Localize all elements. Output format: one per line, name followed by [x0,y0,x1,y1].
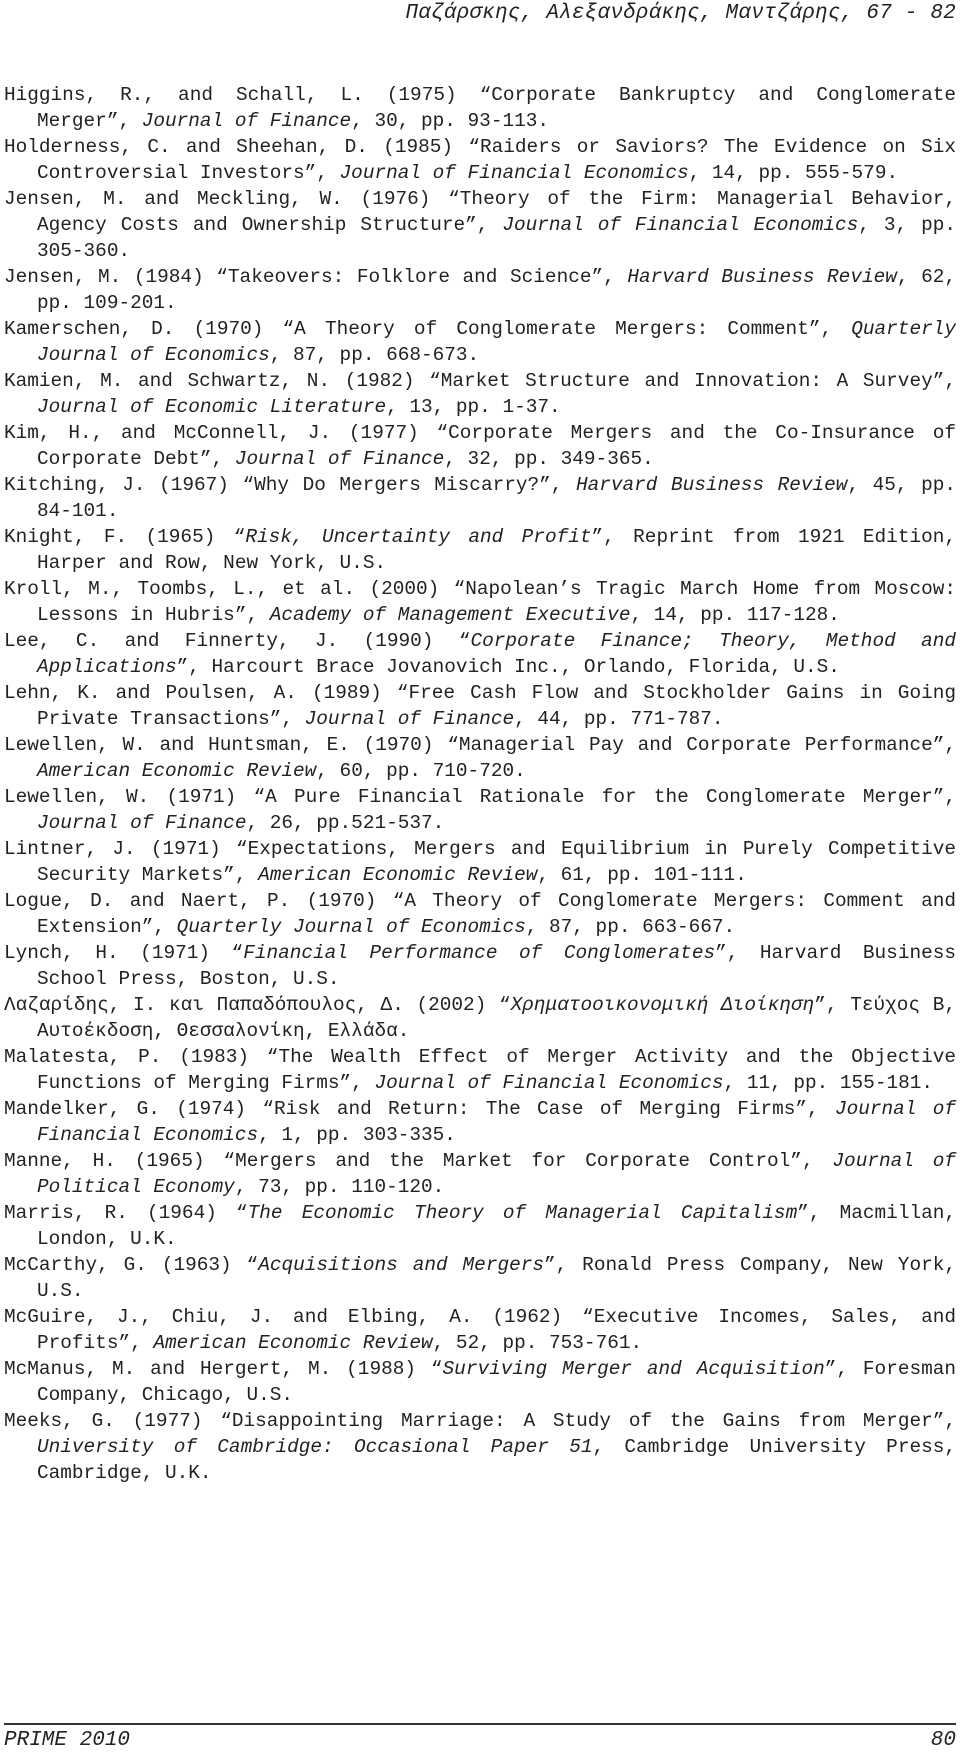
reference-entry [4,134,956,186]
reference-source: The Economic Theory of Managerial Capitalism [247,1202,798,1224]
reference-entry [4,1356,956,1408]
reference-source: Surviving Merger and Acquisition [442,1358,825,1380]
reference-entry [4,1408,956,1486]
reference-source: Academy of Management Executive [269,604,631,626]
reference-source: Harvard Business Review [627,266,897,288]
reference-entry [4,1096,956,1148]
reference-entry [4,1044,956,1096]
reference-source: Acquisitions and Mergers [258,1254,544,1276]
reference-text: Jensen, M. (1984) “Takeovers: Folklore and Science”, [4,266,628,288]
reference-text: Manne, H. (1965) “Mergers and the Market for Corporate Control”, [4,1150,833,1172]
reference-text: Mandelker, G. (1974) “Risk and Return: The Case of Merging Firms”, [4,1098,835,1120]
reference-details: ”, Foresman Company, Chicago, U.S. [37,1358,957,1406]
reference-entry [4,680,956,732]
reference-details: , 73, pp. 110-120. [234,1176,445,1198]
reference-details: ”, Macmillan, London, U.K. [37,1202,957,1250]
reference-entry [4,836,956,888]
reference-source: Journal of Financial Economics [37,1098,956,1146]
reference-details: ”, Reprint from 1921 Edition, Harper and Row, New York, U.S. [37,526,957,574]
reference-details: , 11, pp. 155-181. [723,1072,933,1094]
reference-source: Journal of Financial Economics [374,1072,724,1094]
reference-source: Quarterly Journal of Economics [37,318,956,366]
reference-text: Lee, C. and Finnerty, J. (1990) “ [4,630,471,652]
page-number: 80 [930,1729,956,1752]
reference-source: American Economic Review [153,1332,433,1354]
reference-source: Quarterly Journal of Economics [176,916,526,938]
reference-entry [4,472,956,524]
reference-text: Malatesta, P. (1983) “The Wealth Effect of Merger Activity and the Objective Functions of Merging Firms”, [4,1046,956,1094]
reference-entry [4,1304,956,1356]
reference-entry [4,1200,956,1252]
reference-source: Journal of Finance [37,812,247,834]
reference-source: Journal of Financial Economics [339,162,689,184]
reference-entry [4,888,956,940]
reference-details: , 26, pp.521-537. [246,812,445,834]
reference-text: Lynch, H. (1971) “ [4,942,244,964]
footer-journal: PRIME 2010 [4,1729,131,1752]
reference-text: Lewellen, W. (1971) “A Pure Financial Rationale for the Conglomerate Merger”, [4,786,956,808]
reference-entry [4,82,956,134]
reference-details: , 87, pp. 663-667. [525,916,736,938]
reference-source: University of Cambridge: Occasional Paper 51 [37,1436,593,1458]
reference-entry [4,732,956,784]
reference-entry [4,1252,956,1304]
reference-source: Χρηματοοικονομική Διοίκηση [510,994,815,1016]
reference-text: Lewellen, W. and Huntsman, E. (1970) “Managerial Pay and Corporate Performance”, [4,734,956,756]
reference-text: Kamien, M. and Schwartz, N. (1982) “Market Structure and Innovation: A Survey”, [4,370,956,392]
reference-details: , 13, pp. 1-37. [386,396,561,418]
reference-details: , 61, pp. 101-111. [537,864,747,886]
reference-text: Kim, H., and McConnell, J. (1977) “Corporate Mergers and the Co-Insurance of Corporate Debt”, [4,422,956,470]
reference-details: ”, Harvard Business School Press, Boston, U.S. [37,942,956,990]
reference-entry [4,264,956,316]
reference-entry [4,576,956,628]
reference-text: McManus, M. and Hergert, M. (1988) “ [4,1358,443,1380]
reference-details: ”, Ronald Press Company, New York, U.S. [37,1254,956,1302]
reference-details: , 44, pp. 771-787. [514,708,724,730]
reference-details: , Cambridge University Press, Cambridge, U.K. [37,1436,957,1484]
reference-text: Jensen, M. and Meckling, W. (1976) “Theory of the Firm: Managerial Behavior, Agency Costs and Ownership Structure”, [4,188,956,236]
reference-details: ”, Harcourt Brace Jovanovich Inc., Orlando, Florida, U.S. [176,656,840,678]
reference-source: Journal of Finance [141,110,352,132]
reference-source: American Economic Review [258,864,538,886]
reference-details: , 87, pp. 668-673. [269,344,480,366]
reference-details: , 1, pp. 303-335. [258,1124,456,1146]
reference-text: Lehn, K. and Poulsen, A. (1989) “Free Cash Flow and Stockholder Gains in Going Private Transactions”, [4,682,956,730]
reference-details: , 60, pp. 710-720. [316,760,526,782]
reference-source: Corporate Finance; Theory, Method and Applications [37,630,957,678]
reference-text: Marris, R. (1964) “ [4,1202,248,1224]
reference-source: Journal of Political Economy [37,1150,956,1198]
reference-text: Holderness, C. and Sheehan, D. (1985) “Raiders or Saviors? The Evidence on Six Controversial Investors”, [4,136,956,184]
reference-source: Journal of Financial Economics [502,214,859,236]
reference-text: Kamerschen, D. (1970) “A Theory of Conglomerate Mergers: Comment”, [4,318,852,340]
reference-text: Lintner, J. (1971) “Expectations, Mergers and Equilibrium in Purely Competitive Security Markets”, [4,838,956,886]
reference-text: Logue, D. and Naert, P. (1970) “A Theory of Conglomerate Mergers: Comment and Extension”, [4,890,956,938]
reference-source: American Economic Review [37,760,317,782]
reference-details: , 62, pp. 109-201. [37,266,957,314]
reference-details: , 14, pp. 555-579. [688,162,899,184]
reference-entry [4,368,956,420]
reference-entry [4,420,956,472]
reference-source: Journal of Finance [304,708,515,730]
reference-details: , 52, pp. 753-761. [432,1332,643,1354]
reference-details: , 3, pp. 305-360. [37,214,956,262]
reference-text: McGuire, J., Chiu, J. and Elbing, A. (1962) “Executive Incomes, Sales, and Profits”, [4,1306,956,1354]
reference-text: Meeks, G. (1977) “Disappointing Marriage: A Study of the Gains from Merger”, [4,1410,956,1432]
reference-text: Kitching, J. (1967) “Why Do Mergers Miscarry?”, [4,474,576,496]
reference-entry [4,940,956,992]
reference-entry [4,316,956,368]
reference-details: ”, Τεύχος Β, Αυτοέκδοση, Θεσσαλονίκη, Ελλάδα. [37,994,956,1042]
reference-entry [4,784,956,836]
reference-source: Risk, Uncertainty and Profit [245,526,592,548]
reference-details: , 30, pp. 93-113. [351,110,550,132]
reference-text: Kroll, M., Toombs, L., et al. (2000) “Napolean’s Tragic March Home from Moscow: Lessons in Hubris”, [4,578,956,626]
footer-divider [4,1723,956,1725]
reference-text: Knight, F. (1965) “ [4,526,246,548]
reference-text: Higgins, R., and Schall, L. (1975) “Corporate Bankruptcy and Conglomerate Merger”, [4,84,956,132]
reference-details: , 45, pp. 84-101. [37,474,956,522]
reference-entry [4,992,956,1044]
reference-source: Harvard Business Review [575,474,848,496]
reference-source: Journal of Finance [234,448,445,470]
reference-text: McCarthy, G. (1963) “ [4,1254,259,1276]
reference-details: , 32, pp. 349-365. [444,448,654,470]
reference-list [4,82,956,1486]
reference-text: Λαζαρίδης, Ι. και Παπαδόπουλος, Δ. (2002) “ [4,994,511,1016]
reference-entry [4,628,956,680]
reference-entry [4,524,956,576]
reference-source: Financial Performance of Conglomerates [243,942,716,964]
reference-details: , 14, pp. 117-128. [630,604,840,626]
reference-source: Journal of Economic Literature [37,396,387,418]
reference-entry [4,1148,956,1200]
running-head: Παζάρσκης, Αλεξανδράκης, Μαντζάρης, 67 - 82 [405,2,956,25]
reference-entry [4,186,956,264]
